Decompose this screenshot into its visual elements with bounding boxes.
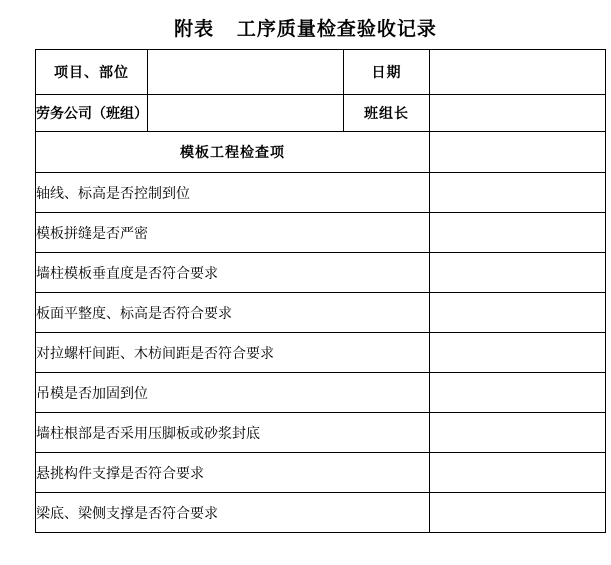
team-leader-field[interactable] (430, 95, 606, 132)
check-item-label: 轴线、标高是否控制到位 (36, 173, 430, 213)
inspection-record-table (35, 49, 606, 533)
check-item-result[interactable] (430, 333, 606, 373)
project-label: 项目、部位 (36, 50, 148, 95)
table-row (36, 373, 606, 413)
check-item-result[interactable] (430, 493, 606, 533)
check-item-result[interactable] (430, 373, 606, 413)
check-item-label: 墙柱模板垂直度是否符合要求 (36, 253, 430, 293)
section-heading-result-cell[interactable] (430, 132, 606, 173)
team-leader-label: 班组长 (344, 95, 430, 132)
check-item-label: 墙柱根部是否采用压脚板或砂浆封底 (36, 413, 430, 453)
table-body (36, 50, 606, 533)
table-row (36, 253, 606, 293)
check-item-result[interactable] (430, 453, 606, 493)
check-item-result[interactable] (430, 253, 606, 293)
table-row (36, 493, 606, 533)
check-item-result[interactable] (430, 213, 606, 253)
date-label: 日期 (344, 50, 430, 95)
check-item-label: 板面平整度、标高是否符合要求 (36, 293, 430, 333)
table-row-section-heading (36, 132, 606, 173)
check-item-label: 对拉螺杆间距、木枋间距是否符合要求 (36, 333, 430, 373)
check-item-result[interactable] (430, 293, 606, 333)
date-field[interactable] (430, 50, 606, 95)
table-row (36, 413, 606, 453)
check-item-result[interactable] (430, 413, 606, 453)
check-item-label: 梁底、梁侧支撑是否符合要求 (36, 493, 430, 533)
company-label: 劳务公司（班组） (36, 95, 148, 132)
check-item-label: 吊模是否加固到位 (36, 373, 430, 413)
check-item-label: 悬挑构件支撑是否符合要求 (36, 453, 430, 493)
check-item-result[interactable] (430, 173, 606, 213)
page-title: 附表 工序质量检查验收记录 (174, 18, 437, 40)
check-item-label: 模板拼缝是否严密 (36, 213, 430, 253)
table-row (36, 213, 606, 253)
table-row (36, 173, 606, 213)
table-row (36, 333, 606, 373)
project-field[interactable] (148, 50, 344, 95)
table-row (36, 453, 606, 493)
company-field[interactable] (148, 95, 344, 132)
table-row (36, 293, 606, 333)
table-row-company (36, 95, 606, 132)
table-row-project (36, 50, 606, 95)
section-heading: 模板工程检查项 (36, 132, 430, 173)
